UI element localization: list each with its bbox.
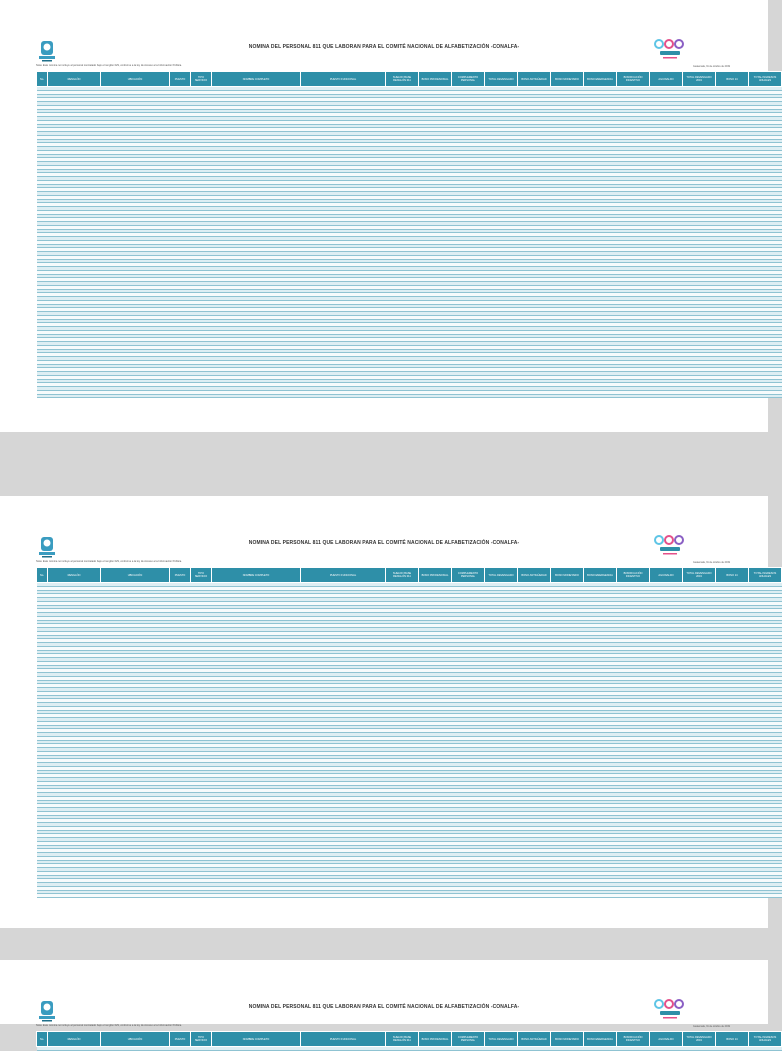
column-header: UBICACIÓN — [101, 72, 170, 87]
document-date: Guatemala, 31 de octubre de 2019 — [693, 561, 730, 564]
column-header: NOMBRE COMPLETO — [212, 1032, 301, 1047]
table-cell — [301, 1047, 386, 1051]
column-header: COMPLEMENTO PERSONAL — [452, 72, 485, 87]
table-cell — [212, 394, 301, 398]
column-header: TOTAL DEVENGADO — [485, 1032, 518, 1047]
column-header: TOTAL DEVENGADO 2019 — [683, 72, 716, 87]
column-header: BONO MONETARIO — [551, 568, 584, 583]
table-cell — [386, 394, 419, 398]
table-cell — [584, 894, 617, 898]
table-cell — [301, 394, 386, 398]
payroll-table — [36, 71, 782, 398]
table-cell — [749, 394, 782, 398]
table-cell — [551, 1047, 584, 1051]
column-header: UBICACIÓN — [101, 1032, 170, 1047]
column-header: TIPO SERVICIO — [191, 568, 212, 583]
table-cell — [650, 1047, 683, 1051]
table-cell — [584, 394, 617, 398]
table-cell — [485, 1047, 518, 1051]
column-header: BONO EMERGENCIA — [584, 568, 617, 583]
table-cell — [518, 1047, 551, 1051]
column-header: TIPO SERVICIO — [191, 72, 212, 87]
table-cell — [419, 1047, 452, 1051]
table-cell — [518, 894, 551, 898]
document-title: NOMINA DEL PERSONAL 811 QUE LABORAN PARA EL COMITÉ NACIONAL DE ALFABETIZACIÓN -CONALFA- — [248, 44, 520, 50]
column-header: NOMBRE COMPLETO — [212, 72, 301, 87]
column-header: UBICACIÓN — [101, 568, 170, 583]
payroll-table — [36, 1031, 782, 1051]
document-page-3 — [0, 960, 777, 1042]
column-header: PUESTO — [170, 72, 191, 87]
column-header: TOTAL INGRESOS ANUALES — [749, 72, 782, 87]
column-header: No. — [37, 72, 48, 87]
conalfa-brand-logo-icon — [650, 534, 690, 558]
column-header: AGUINALDO — [650, 72, 683, 87]
table-cell — [191, 1047, 212, 1051]
table-cell — [683, 894, 716, 898]
column-header: BONO MONETARIO — [551, 72, 584, 87]
table-cell — [617, 1047, 650, 1051]
table-cell — [716, 394, 749, 398]
column-header: BONO PROFESIONAL — [419, 72, 452, 87]
payroll-table — [36, 567, 782, 898]
table-cell — [48, 1047, 101, 1051]
table-cell — [301, 894, 386, 898]
document-date: Guatemala, 31 de octubre de 2019 — [693, 1025, 730, 1028]
column-header: BONO 14 — [716, 1032, 749, 1047]
column-header: TIPO SERVICIO — [191, 1032, 212, 1047]
table-cell — [170, 394, 191, 398]
column-header: SUELDO BASE RENGLÓN 011 — [386, 568, 419, 583]
table-row — [37, 394, 782, 398]
document-page-2 — [0, 496, 777, 928]
column-header: BONIFICACIÓN INCENTIVO — [617, 1032, 650, 1047]
column-header: COMPLEMENTO PERSONAL — [452, 1032, 485, 1047]
column-header: PUESTO — [170, 1032, 191, 1047]
document-note: Nota: Este nómina no incluye al personal contratado bajo el renglón 029, conforme a la ley de Acceso a la Información Pública. — [36, 64, 182, 67]
table-cell — [101, 394, 170, 398]
table-cell — [485, 394, 518, 398]
column-header: RENGLÓN — [48, 568, 101, 583]
column-header: BONO PROFESIONAL — [419, 1032, 452, 1047]
table-cell — [584, 1047, 617, 1051]
table-cell — [170, 894, 191, 898]
column-header: BONO ANTIGÜEDAD — [518, 568, 551, 583]
table-cell — [749, 894, 782, 898]
table-header-row — [37, 568, 782, 583]
table-row — [37, 1047, 782, 1051]
table-cell — [485, 894, 518, 898]
document-note: Nota: Este nómina no incluye al personal contratado bajo el renglón 029, conforme a la ley de Acceso a la Información Pública. — [36, 1024, 182, 1027]
column-header: BONO 14 — [716, 72, 749, 87]
column-header: PUESTO — [170, 568, 191, 583]
column-header: BONO ANTIGÜEDAD — [518, 72, 551, 87]
column-header: BONO MONETARIO — [551, 1032, 584, 1047]
column-header: TOTAL INGRESOS ANUALES — [749, 1032, 782, 1047]
table-cell — [191, 394, 212, 398]
table-cell — [101, 894, 170, 898]
table-cell — [191, 894, 212, 898]
column-header: BONO 14 — [716, 568, 749, 583]
table-cell — [37, 394, 48, 398]
table-cell — [212, 1047, 301, 1051]
table-cell — [683, 1047, 716, 1051]
column-header: AGUINALDO — [650, 568, 683, 583]
table-cell — [650, 394, 683, 398]
column-header: BONO EMERGENCIA — [584, 72, 617, 87]
table-cell — [37, 1047, 48, 1051]
table-row — [37, 894, 782, 898]
column-header: No. — [37, 1032, 48, 1047]
column-header: PUESTO FUNCIONAL — [301, 568, 386, 583]
column-header: TOTAL DEVENGADO 2019 — [683, 1032, 716, 1047]
column-header: BONO ANTIGÜEDAD — [518, 1032, 551, 1047]
table-cell — [419, 394, 452, 398]
table-cell — [518, 394, 551, 398]
column-header: No. — [37, 568, 48, 583]
document-title: NOMINA DEL PERSONAL 811 QUE LABORAN PARA EL COMITÉ NACIONAL DE ALFABETIZACIÓN -CONALFA- — [248, 540, 520, 546]
table-cell — [386, 1047, 419, 1051]
column-header: BONO PROFESIONAL — [419, 568, 452, 583]
table-cell — [650, 894, 683, 898]
column-header: BONO EMERGENCIA — [584, 1032, 617, 1047]
table-cell — [551, 894, 584, 898]
column-header: COMPLEMENTO PERSONAL — [452, 568, 485, 583]
conalfa-brand-logo-icon — [650, 38, 690, 62]
table-cell — [716, 894, 749, 898]
column-header: BONIFICACIÓN INCENTIVO — [617, 72, 650, 87]
table-cell — [386, 894, 419, 898]
table-cell — [170, 1047, 191, 1051]
table-cell — [452, 894, 485, 898]
column-header: PUESTO FUNCIONAL — [301, 72, 386, 87]
column-header: PUESTO FUNCIONAL — [301, 1032, 386, 1047]
table-cell — [716, 1047, 749, 1051]
table-cell — [452, 1047, 485, 1051]
table-cell — [452, 394, 485, 398]
table-cell — [37, 894, 48, 898]
column-header: TOTAL INGRESOS ANUALES — [749, 568, 782, 583]
document-note: Nota: Este nómina no incluye al personal contratado bajo el renglón 029, conforme a la ley de Acceso a la Información Pública. — [36, 560, 182, 563]
column-header: NOMBRE COMPLETO — [212, 568, 301, 583]
table-header-row — [37, 1032, 782, 1047]
table-header-row — [37, 72, 782, 87]
table-cell — [48, 394, 101, 398]
column-header: RENGLÓN — [48, 72, 101, 87]
table-cell — [749, 1047, 782, 1051]
conalfa-emblem-icon — [36, 38, 58, 64]
table-cell — [551, 394, 584, 398]
table-cell — [617, 394, 650, 398]
column-header: BONIFICACIÓN INCENTIVO — [617, 568, 650, 583]
conalfa-emblem-icon — [36, 534, 58, 560]
table-cell — [617, 894, 650, 898]
table-cell — [419, 894, 452, 898]
document-title: NOMINA DEL PERSONAL 811 QUE LABORAN PARA EL COMITÉ NACIONAL DE ALFABETIZACIÓN -CONALFA- — [248, 1004, 520, 1010]
column-header: RENGLÓN — [48, 1032, 101, 1047]
table-cell — [212, 894, 301, 898]
column-header: SUELDO BASE RENGLÓN 011 — [386, 1032, 419, 1047]
table-cell — [101, 1047, 170, 1051]
column-header: TOTAL DEVENGADO 2019 — [683, 568, 716, 583]
conalfa-brand-logo-icon — [650, 998, 690, 1022]
table-cell — [48, 894, 101, 898]
document-date: Guatemala, 31 de octubre de 2019 — [693, 65, 730, 68]
column-header: TOTAL DEVENGADO — [485, 72, 518, 87]
column-header: SUELDO BASE RENGLÓN 011 — [386, 72, 419, 87]
conalfa-emblem-icon — [36, 998, 58, 1024]
document-page-1 — [0, 0, 777, 432]
column-header: AGUINALDO — [650, 1032, 683, 1047]
table-cell — [683, 394, 716, 398]
column-header: TOTAL DEVENGADO — [485, 568, 518, 583]
